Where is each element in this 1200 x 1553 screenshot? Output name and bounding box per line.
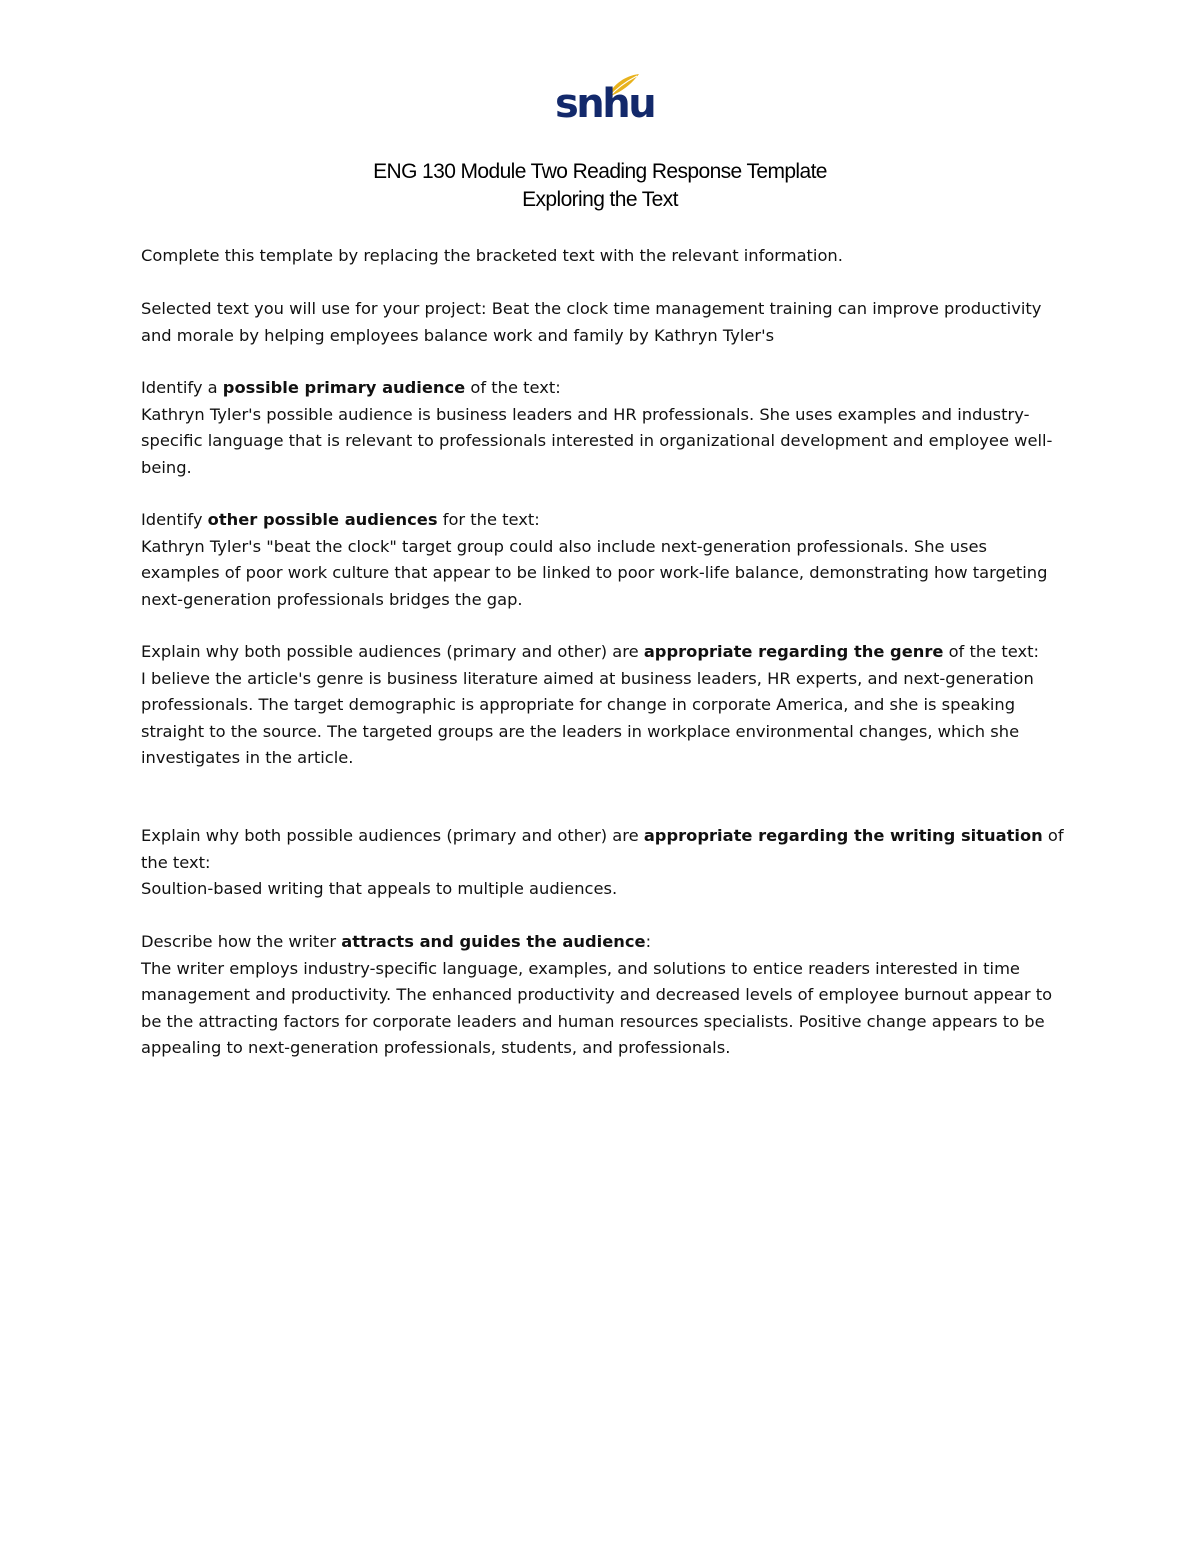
section-prompt [141,639,1066,666]
section-prompt [141,929,1066,956]
prompt-emphasis: possible primary audience [222,378,466,397]
section-answer: Kathryn Tyler's "beat the clock" target group could also include next-generation professionals. She uses examples of poor work culture that appear to be linked to poor work-life balance, demonstrating how targeting next-generation professionals bridges the gap. [141,536,1048,609]
section-genre [141,639,1066,772]
section-answer: I believe the article's genre is business literature aimed at business leaders, HR experts, and next-generation professionals. The target demographic is appropriate for change in corporate America, and she is speaking straight to the source. The targeted groups are the leaders in workplace environmental changes, which she investigates in the article. [141,668,1034,767]
document-title: ENG 130 Module Two Reading Response Template [373,160,827,183]
selected-text-paragraph [141,296,1066,349]
prompt-text: Identify a [141,378,223,397]
section-attracts-guides [141,929,1066,1062]
snhu-logo [553,72,655,134]
section-other-audiences [141,507,1066,613]
prompt-emphasis: appropriate regarding the writing situation [643,826,1043,845]
prompt-text: for the text: [437,510,540,529]
prompt-emphasis: appropriate regarding the genre [643,642,944,661]
section-answer: The writer employs industry-specific language, examples, and solutions to entice readers interested in time management and productivity. The enhanced productivity and decreased levels of employee burnout appear to be the attracting factors for corporate leaders and human resources specialists. Positive change appears to be appealing to next-generation professionals, students, and professionals. [141,958,1053,1057]
section-answer: Soultion-based writing that appeals to multiple audiences. [141,879,618,898]
prompt-text: of the text: [141,826,1064,872]
section-writing-situation [141,823,1066,903]
section-prompt [141,375,1066,402]
section-prompt [141,823,1066,876]
prompt-text: of the text: [943,642,1039,661]
prompt-text: Explain why both possible audiences (primary and other) are [141,826,644,845]
prompt-emphasis: other possible audiences [207,510,438,529]
document-subtitle: Exploring the Text [522,188,678,211]
selected-text-label: Selected text you will use for your project: [141,299,487,318]
logo-text: snhu [555,81,655,127]
prompt-text: of the text: [465,378,561,397]
prompt-text: Describe how the writer [141,932,342,951]
section-prompt [141,507,1066,534]
prompt-text: Explain why both possible audiences (primary and other) are [141,642,644,661]
prompt-emphasis: attracts and guides the audience [341,932,646,951]
instructions: Complete this template by replacing the bracketed text with the relevant information. [141,246,843,265]
prompt-text: Identify [141,510,208,529]
selected-text-value: Beat the clock time management training can improve productivity and morale by helping employees balance work and family by Kathryn Tyler's [141,299,1042,345]
prompt-text: : [645,932,652,951]
section-primary-audience [141,375,1066,481]
section-answer: Kathryn Tyler's possible audience is business leaders and HR professionals. She uses examples and industry-specific language that is relevant to professionals interested in organizational development and employee well-being. [141,404,1053,477]
